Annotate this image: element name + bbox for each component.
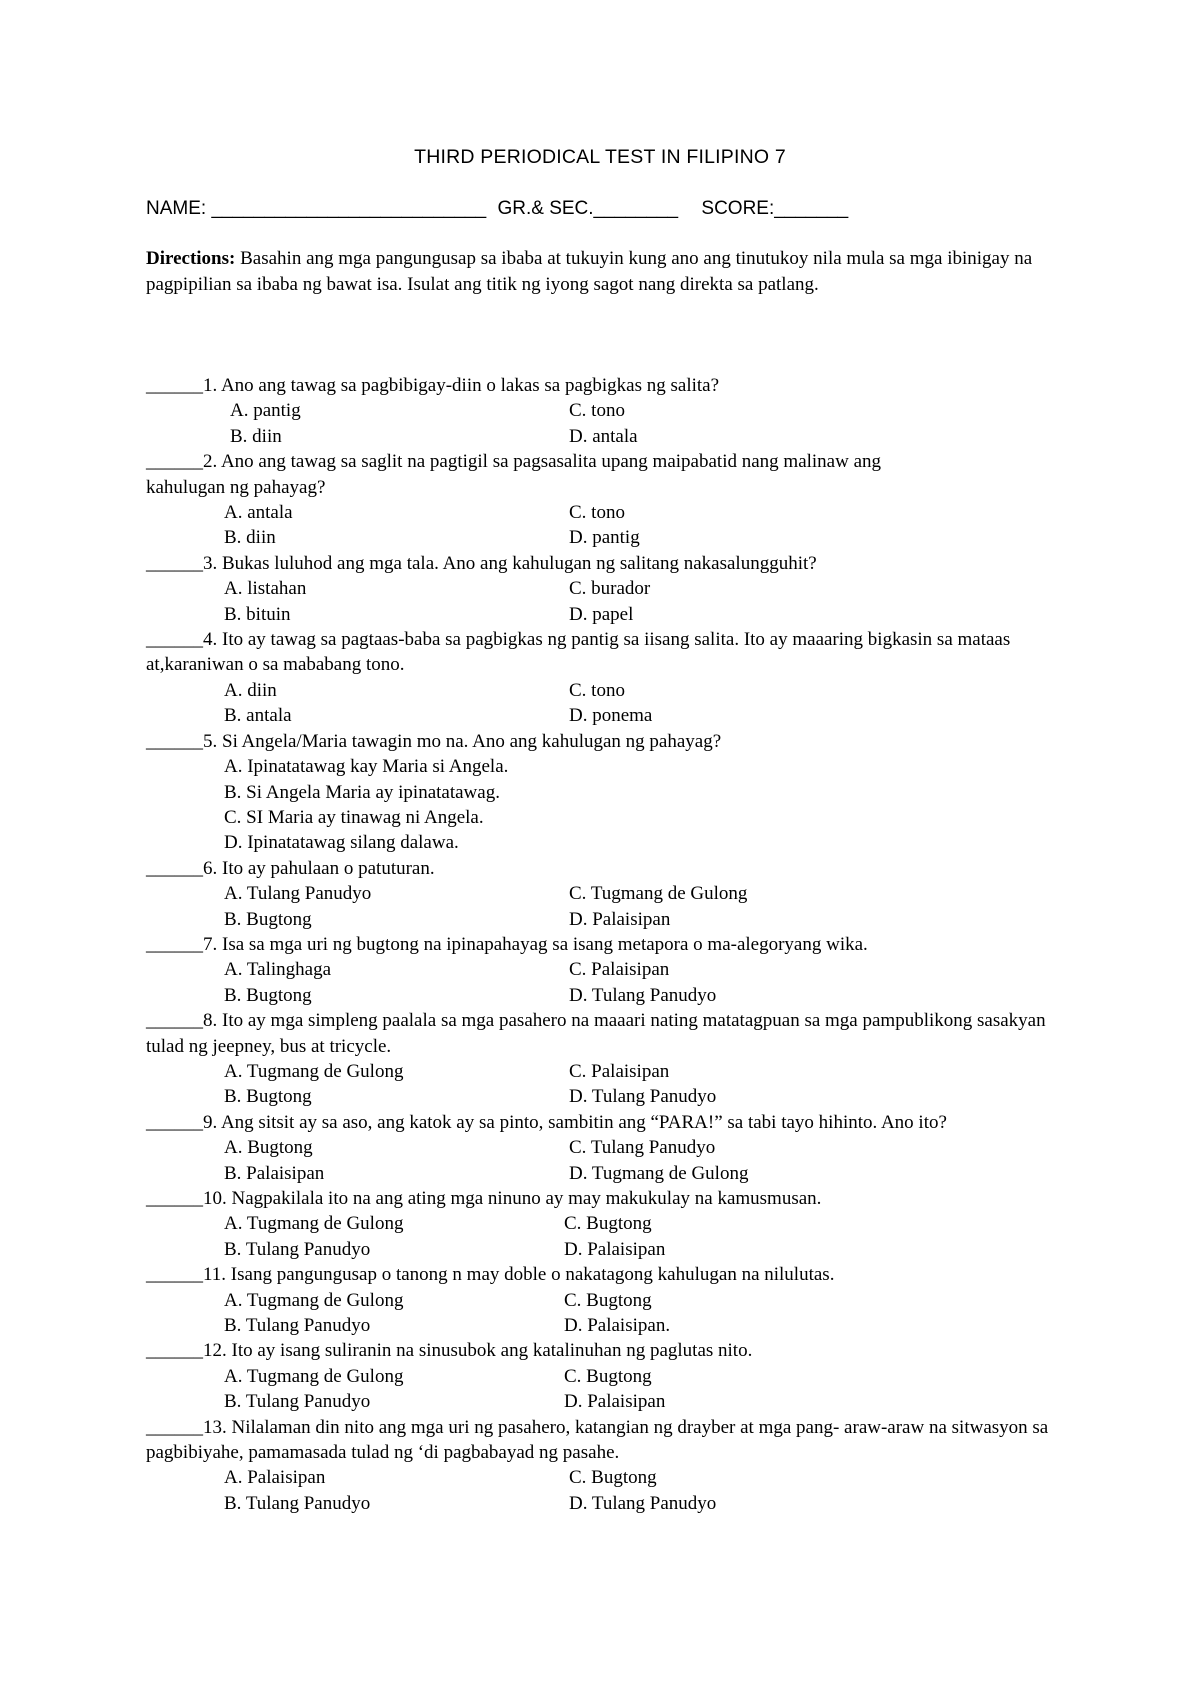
question-item bbox=[146, 551, 1086, 627]
question-item bbox=[146, 1338, 1086, 1414]
option-c: C. Bugtong bbox=[569, 1467, 657, 1489]
option-c: C. Bugtong bbox=[564, 1213, 652, 1235]
question-stem: ______4. Ito ay tawag sa pagtaas-baba sa pagbigkas ng pantig sa iisang salita. Ito ay maaaring bigkasin sa mataas at,karaniwan o sa mababang tono. bbox=[146, 629, 1011, 676]
answer-options bbox=[146, 398, 1086, 449]
question-stem: ______13. Nilalaman din nito ang mga uri ng pasahero, katangian ng drayber at mga pang- araw-araw na sitwasyon sa pagbibiyahe, pamamasada tulad ng ‘di pagbabayad ng pasahe. bbox=[146, 1416, 1049, 1464]
question-stem: ______11. Isang pangungusap o tanong n may doble o nakatagong kahulugan na nilulutas. bbox=[146, 1264, 835, 1286]
question-stem: ______5. Si Angela/Maria tawagin mo na. Ano ang kahulugan ng pahayag? bbox=[146, 730, 722, 752]
answer-options bbox=[146, 1465, 1086, 1516]
answer-options bbox=[146, 500, 1086, 551]
option-a: A. listahan bbox=[224, 578, 307, 600]
question-item bbox=[146, 932, 1086, 1008]
option-c: C. tono bbox=[569, 679, 625, 701]
option-c: C. Tulang Panudyo bbox=[569, 1137, 716, 1159]
question-item bbox=[146, 1110, 1086, 1186]
option-a: A. Tugmang de Gulong bbox=[224, 1060, 404, 1082]
answer-options bbox=[146, 1211, 1086, 1262]
directions-label: Directions: bbox=[146, 248, 236, 269]
option-a: A. Palaisipan bbox=[224, 1467, 326, 1489]
option-b: B. Tulang Panudyo bbox=[224, 1391, 371, 1413]
option-d: D. ponema bbox=[569, 705, 653, 727]
question-item bbox=[146, 1186, 1086, 1262]
option-b: B. Tulang Panudyo bbox=[224, 1492, 371, 1514]
option-a: A. Bugtong bbox=[224, 1137, 313, 1159]
question-stem: ______8. Ito ay mga simpleng paalala sa mga pasahero na maaari nating matatagpuan sa mga pampublikong sasakyan tulad ng jeepney, bus at tricycle. bbox=[146, 1010, 1046, 1057]
option-b: B. Tulang Panudyo bbox=[224, 1315, 371, 1337]
option-d: D. Tugmang de Gulong bbox=[569, 1162, 749, 1184]
question-item bbox=[146, 627, 1086, 729]
question-stem: ______2. Ano ang tawag sa saglit na pagtigil sa pagsasalita upang maipabatid nang malinaw ang kahulugan ng pahayag? bbox=[146, 451, 882, 498]
option-d: D. Ipinatatawag silang dalawa. bbox=[224, 832, 459, 854]
question-item bbox=[146, 449, 1086, 551]
question-stem: ______9. Ang sitsit ay sa aso, ang katok ay sa pinto, sambitin ang “PARA!” sa tabi tayo hihinto. Ano ito? bbox=[146, 1111, 947, 1133]
directions-text: Basahin ang mga pangungusap sa ibaba at tukuyin kung ano ang tinutukoy nila mula sa mga ibinigay na pagpipilian sa ibaba ng bawat isa. Isulat ang titik ng iyong sagot nang direkta sa patlang. bbox=[146, 248, 1033, 295]
option-d: D. antala bbox=[569, 425, 638, 447]
page-title: THIRD PERIODICAL TEST IN FILIPINO 7 bbox=[414, 146, 786, 168]
answer-options bbox=[146, 678, 1086, 729]
option-c: C. burador bbox=[569, 578, 651, 600]
option-c: C. Tugmang de Gulong bbox=[569, 883, 748, 905]
question-stem: ______7. Isa sa mga uri ng bugtong na ipinapahayag sa isang metapora o ma-alegoryang wika. bbox=[146, 933, 868, 955]
answer-options bbox=[146, 957, 1086, 1008]
question-item bbox=[146, 1415, 1086, 1517]
option-d: D. Tulang Panudyo bbox=[569, 1492, 717, 1514]
grade-section-field[interactable]: GR.& SEC.________ bbox=[497, 198, 679, 219]
option-a: A. Talinghaga bbox=[224, 959, 332, 981]
question-stem: ______12. Ito ay isang suliranin na sinusubok ang katalinuhan ng paglutas nito. bbox=[146, 1340, 753, 1362]
answer-options bbox=[146, 881, 1086, 932]
option-b: B. diin bbox=[230, 425, 282, 447]
directions bbox=[146, 246, 1066, 297]
option-b: B. diin bbox=[224, 527, 276, 549]
option-c: C. Bugtong bbox=[564, 1289, 652, 1311]
option-a: A. Tugmang de Gulong bbox=[224, 1365, 404, 1387]
option-c: C. SI Maria ay tinawag ni Angela. bbox=[224, 806, 484, 828]
question-stem: ______1. Ano ang tawag sa pagbibigay-diin o lakas sa pagbigkas ng salita? bbox=[146, 375, 720, 396]
question-stem: ______6. Ito ay pahulaan o patuturan. bbox=[146, 857, 435, 879]
option-a: A. Tugmang de Gulong bbox=[224, 1213, 404, 1235]
name-field[interactable]: NAME: __________________________ bbox=[146, 198, 487, 219]
score-field[interactable]: SCORE:_______ bbox=[701, 198, 849, 219]
option-d: D. Tulang Panudyo bbox=[569, 984, 717, 1006]
question-item bbox=[146, 1262, 1086, 1338]
option-b: B. Bugtong bbox=[224, 908, 312, 930]
question-list bbox=[146, 373, 1086, 1516]
option-d: D. pantig bbox=[569, 527, 640, 549]
option-d: D. Palaisipan bbox=[564, 1391, 666, 1413]
student-info-line bbox=[146, 198, 1096, 220]
option-c: C. tono bbox=[569, 400, 625, 422]
option-b: B. bituin bbox=[224, 603, 291, 625]
option-b: B. antala bbox=[224, 705, 292, 727]
question-item bbox=[146, 856, 1086, 932]
option-b: B. Bugtong bbox=[224, 1086, 312, 1108]
option-a: A. Ipinatatawag kay Maria si Angela. bbox=[224, 756, 509, 778]
option-c: C. tono bbox=[569, 502, 625, 524]
answer-options bbox=[146, 1135, 1086, 1186]
answer-options bbox=[146, 1364, 1086, 1415]
option-d: D. Palaisipan. bbox=[564, 1315, 671, 1337]
option-d: D. Tulang Panudyo bbox=[569, 1086, 717, 1108]
question-stem: ______10. Nagpakilala ito na ang ating mga ninuno ay may makukulay na kamusmusan. bbox=[146, 1188, 822, 1209]
answer-options bbox=[146, 754, 1086, 856]
option-a: A. Tugmang de Gulong bbox=[224, 1289, 404, 1311]
option-a: A. diin bbox=[224, 679, 277, 701]
option-d: D. papel bbox=[569, 603, 634, 625]
option-a: A. antala bbox=[224, 502, 293, 524]
question-item bbox=[146, 373, 1086, 449]
option-c: C. Palaisipan bbox=[569, 959, 670, 981]
option-c: C. Bugtong bbox=[564, 1365, 652, 1387]
option-a: A. pantig bbox=[230, 400, 301, 422]
option-b: B. Si Angela Maria ay ipinatatawag. bbox=[224, 781, 500, 803]
answer-options bbox=[146, 1059, 1086, 1110]
option-b: B. Bugtong bbox=[224, 984, 312, 1006]
answer-options bbox=[146, 1288, 1086, 1339]
option-c: C. Palaisipan bbox=[569, 1060, 670, 1082]
option-b: B. Tulang Panudyo bbox=[224, 1238, 371, 1260]
question-item bbox=[146, 1008, 1086, 1110]
option-d: D. Palaisipan bbox=[564, 1238, 666, 1260]
option-a: A. Tulang Panudyo bbox=[224, 883, 372, 905]
question-item bbox=[146, 729, 1086, 856]
option-b: B. Palaisipan bbox=[224, 1162, 325, 1184]
question-stem: ______3. Bukas luluhod ang mga tala. Ano ang kahulugan ng salitang nakasalungguhit? bbox=[146, 552, 817, 574]
answer-options bbox=[146, 576, 1086, 627]
option-d: D. Palaisipan bbox=[569, 908, 671, 930]
